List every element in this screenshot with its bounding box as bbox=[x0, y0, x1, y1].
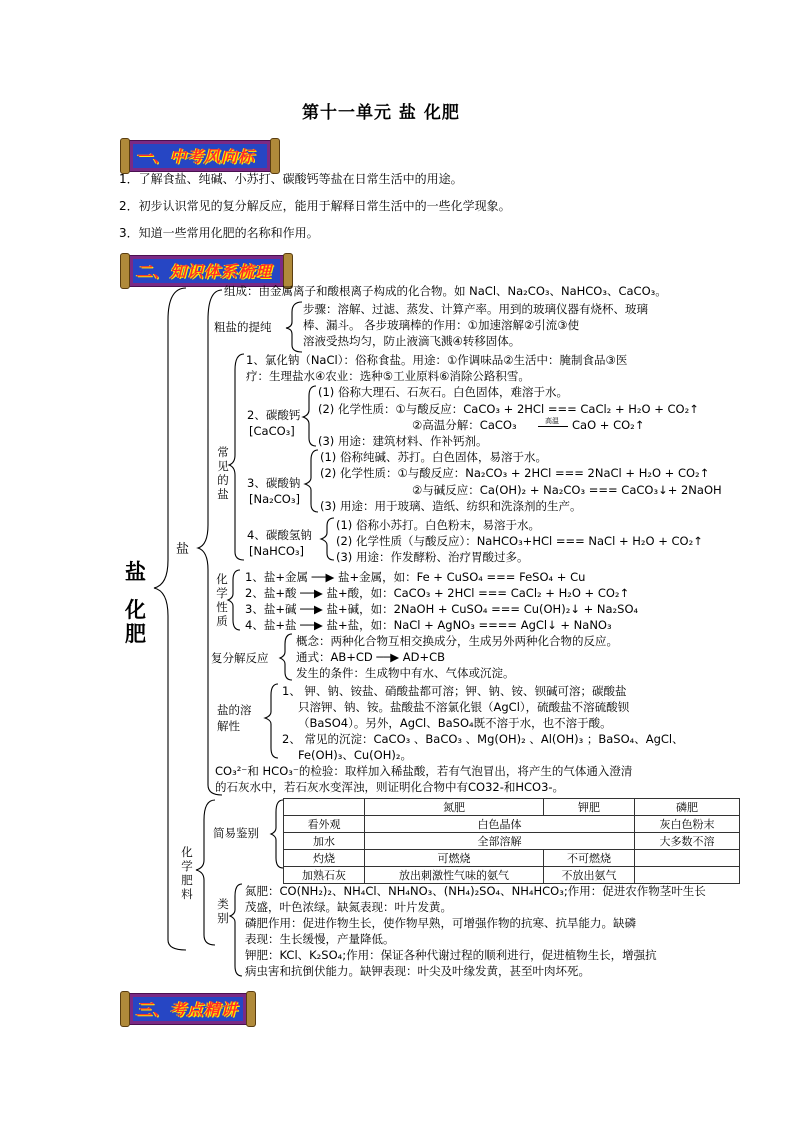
kinds-line-2: 茂盛，叶色浓绿。缺氮表现：叶片发黄。 bbox=[245, 900, 452, 914]
kinds-line-4: 表现：生长缓慢，产量降低。 bbox=[245, 932, 395, 946]
carbonate-test-line-1: CO₃²⁻和 HCO₃⁻的检验：取样加入稀盐酸，若有气泡冒出，将产生的气体通入澄清 bbox=[215, 764, 633, 778]
table-row bbox=[284, 799, 740, 816]
caco3-formula: [CaCO₃] bbox=[249, 424, 295, 438]
na2co3-line-4: (3) 用途：用于玻璃、造纸、纺织和洗涤剂的生产。 bbox=[320, 499, 582, 513]
crude-label: 粗盐的提纯 bbox=[214, 320, 272, 334]
chem-line-1: 1、盐+金属 ──▶ 盐+金属，如：Fe + CuSO₄ === FeSO₄ + Cu bbox=[245, 570, 586, 584]
table-cell: 灼烧 bbox=[284, 850, 365, 867]
common-salts-label: 常见的盐 bbox=[217, 445, 229, 501]
nahco3-label: 4、碳酸氢钠 bbox=[247, 528, 312, 542]
kinds-line-6: 病虫害和抗倒伏能力。缺钾表现：叶尖及叶缘发黄，甚至叶肉坏死。 bbox=[245, 964, 590, 978]
table-header-cell: 钾肥 bbox=[544, 799, 635, 816]
table-row bbox=[284, 816, 740, 833]
na2co3-line-1: (1) 俗称纯碱、苏打。白色固体，易溶于水。 bbox=[320, 450, 547, 464]
table-row bbox=[284, 850, 740, 867]
table-row bbox=[284, 833, 740, 850]
nahco3-line-1: (1) 俗称小苏打。白色粉末，易溶于水。 bbox=[336, 518, 540, 532]
caco3-line-1: (1) 俗称大理石、石灰石。白色固体，难溶于水。 bbox=[318, 385, 568, 399]
fertilizer-label: 化学肥料 bbox=[181, 845, 193, 901]
composition-text: 组成：由金属离子和酸根离子构成的化合物。如 NaCl、Na₂CO₃、NaHCO₃、CaCO₃。 bbox=[224, 284, 667, 298]
table-cell: 不可燃烧 bbox=[544, 850, 635, 867]
objective-1: 1．了解食盐、纯碱、小苏打、碳酸钙等盐在日常生活中的用途。 bbox=[119, 172, 463, 186]
table-cell: 放出刺激性气味的氨气 bbox=[365, 867, 544, 884]
table-cell bbox=[635, 867, 740, 884]
carbonate-test-line-2: 的石灰水中，若石灰水变浑浊，则证明化合物中有CO32-和HCO3-。 bbox=[215, 780, 565, 794]
objective-3: 3．知道一些常用化肥的名称和作用。 bbox=[119, 226, 319, 240]
table-cell: 不放出氨气 bbox=[544, 867, 635, 884]
nahco3-line-3: (3) 用途：作发酵粉、治疗胃酸过多。 bbox=[336, 550, 529, 564]
kinds-label: 类别 bbox=[217, 897, 229, 925]
na2co3-formula: [Na₂CO₃] bbox=[249, 492, 300, 506]
table-row bbox=[284, 867, 740, 884]
solubility-line-1: 1、 钾、钠、铵盐、硝酸盐都可溶；钾、钠、铵、钡碱可溶；碳酸盐 bbox=[282, 684, 627, 698]
table-header-cell bbox=[284, 799, 365, 816]
branch-salt: 盐 bbox=[176, 542, 190, 557]
table-header-cell: 氮肥 bbox=[365, 799, 544, 816]
caco3-line-3b: CaO + CO₂↑ bbox=[572, 418, 645, 432]
solubility-line-2: 只溶钾、钠、铵。盐酸盐不溶氯化银（AgCl），硫酸盐不溶硫酸钡 bbox=[298, 700, 630, 714]
table-cell: 白色晶体 bbox=[365, 816, 635, 833]
crude-line-3: 溶液受热均匀，防止液滴飞溅④转移固体。 bbox=[303, 334, 521, 348]
table-cell: 加水 bbox=[284, 833, 365, 850]
nahco3-line-2: (2) 化学性质（与酸反应）：NaHCO₃+HCl === NaCl + H₂O + CO₂↑ bbox=[336, 534, 703, 548]
high-temp-note: 高温 bbox=[545, 417, 559, 425]
solubility-line-4: 2、 常见的沉淀：CaCO₃ 、BaCO₃ 、Mg(OH)₂ 、Al(OH)₃ ；BaSO₄、AgCl、 bbox=[282, 732, 684, 746]
caco3-label: 2、碳酸钙 bbox=[247, 408, 301, 422]
double-decomp-label: 复分解反应 bbox=[211, 651, 269, 665]
crude-line-1: 步骤：溶解、过滤、蒸发、计算产率。用到的玻璃仪器有烧杯、玻璃 bbox=[303, 302, 648, 316]
root-fertilizer: 化肥 bbox=[125, 597, 146, 646]
table-cell: 加熟石灰 bbox=[284, 867, 365, 884]
chem-line-2: 2、盐+酸 ──▶ 盐+酸，如：CaCO₃ + 2HCl === CaCl₂ + H₂O + CO₂↑ bbox=[245, 586, 630, 600]
caco3-line-4: (3) 用途：建筑材料、作补钙剂。 bbox=[318, 434, 488, 448]
table-cell: 灰白色粉末 bbox=[635, 816, 740, 833]
fertilizer-identify-table bbox=[283, 798, 740, 884]
na2co3-label: 3、碳酸钠 bbox=[247, 476, 301, 490]
double-line-1: 概念：两种化合物互相交换成分，生成另外两种化合物的反应。 bbox=[296, 634, 618, 648]
chem-line-3: 3、盐+碱 ──▶ 盐+碱，如：2NaOH + CuSO₄ === Cu(OH)₂↓ + Na₂SO₄ bbox=[245, 602, 639, 616]
kinds-line-1: 氮肥：CO(NH₂)₂、NH₄Cl、NH₄NO₃、(NH₄)₂SO₄、NH₄HCO₃;作用：促进农作物茎叶生长 bbox=[245, 884, 706, 898]
crude-line-2: 棒、漏斗。 各步玻璃棒的作用：①加速溶解②引流③使 bbox=[303, 318, 580, 332]
caco3-line-3a: ②高温分解：CaCO₃ bbox=[412, 418, 517, 432]
table-cell: 大多数不溶 bbox=[635, 833, 740, 850]
caco3-line-2: (2) 化学性质：①与酸反应：CaCO₃ + 2HCl === CaCl₂ + H₂O + CO₂↑ bbox=[318, 402, 699, 416]
table-cell: 全部溶解 bbox=[365, 833, 635, 850]
nahco3-formula: [NaHCO₃] bbox=[249, 544, 304, 558]
solubility-line-5: Fe(OH)₃、Cu(OH)₂。 bbox=[298, 748, 412, 762]
chem-props-label: 化学性质 bbox=[216, 572, 228, 628]
solubility-label-2: 解性 bbox=[217, 719, 240, 733]
kinds-line-5: 钾肥：KCl、K₂SO₄;作用：保证各种代谢过程的顺利进行，促进植物生长，增强抗 bbox=[245, 948, 657, 962]
solubility-line-3: （BaSO4）。另外，AgCl、BaSO₄既不溶于水，也不溶于酸。 bbox=[298, 716, 612, 730]
page-title: 第十一单元 盐 化肥 bbox=[302, 103, 460, 123]
double-line-3: 发生的条件：生成物中有水、气体或沉淀。 bbox=[296, 666, 515, 680]
solubility-label-1: 盐的溶 bbox=[217, 703, 252, 717]
table-header-cell: 磷肥 bbox=[635, 799, 740, 816]
objective-2: 2．初步认识常见的复分解反应，能用于解释日常生活中的一些化学现象。 bbox=[119, 199, 511, 213]
section-banner-2-label: 二、知识体系梳理 bbox=[136, 262, 273, 281]
nacl-line-1: 1、氯化钠（NaCl）：俗称食盐。用途：①作调味品②生活中：腌制食品③医 bbox=[246, 353, 628, 367]
root-salt: 盐 bbox=[125, 559, 146, 584]
section-banner-3 bbox=[123, 993, 253, 1025]
identify-label: 简易鉴别 bbox=[213, 826, 259, 840]
table-cell: 看外观 bbox=[284, 816, 365, 833]
na2co3-line-3: ②与碱反应：Ca(OH)₂ + Na₂CO₃ === CaCO₃↓+ 2NaOH bbox=[412, 483, 722, 497]
chem-line-4: 4、盐+盐 ──▶ 盐+盐，如：NaCl + AgNO₃ ==== AgCl↓ + NaNO₃ bbox=[245, 618, 612, 632]
na2co3-line-2: (2) 化学性质：①与酸反应：Na₂CO₃ + 2HCl === 2NaCl + H₂O + CO₂↑ bbox=[320, 466, 710, 480]
kinds-line-3: 磷肥作用：促进作物生长，使作物早熟，可增强作物的抗寒、抗旱能力。缺磷 bbox=[245, 916, 636, 930]
section-banner-3-label: 三、考点精讲 bbox=[136, 1000, 239, 1019]
high-temp-arrow bbox=[538, 426, 568, 427]
table-cell: 可燃烧 bbox=[365, 850, 544, 867]
double-line-2: 通式：AB+CD ──▶ AD+CB bbox=[296, 650, 446, 664]
nacl-line-2: 疗：生理盐水④农业：选种⑤工业原料⑥消除公路积雪。 bbox=[246, 369, 530, 383]
section-banner-1-label: 一、中考风向标 bbox=[136, 147, 256, 166]
table-cell bbox=[635, 850, 740, 867]
